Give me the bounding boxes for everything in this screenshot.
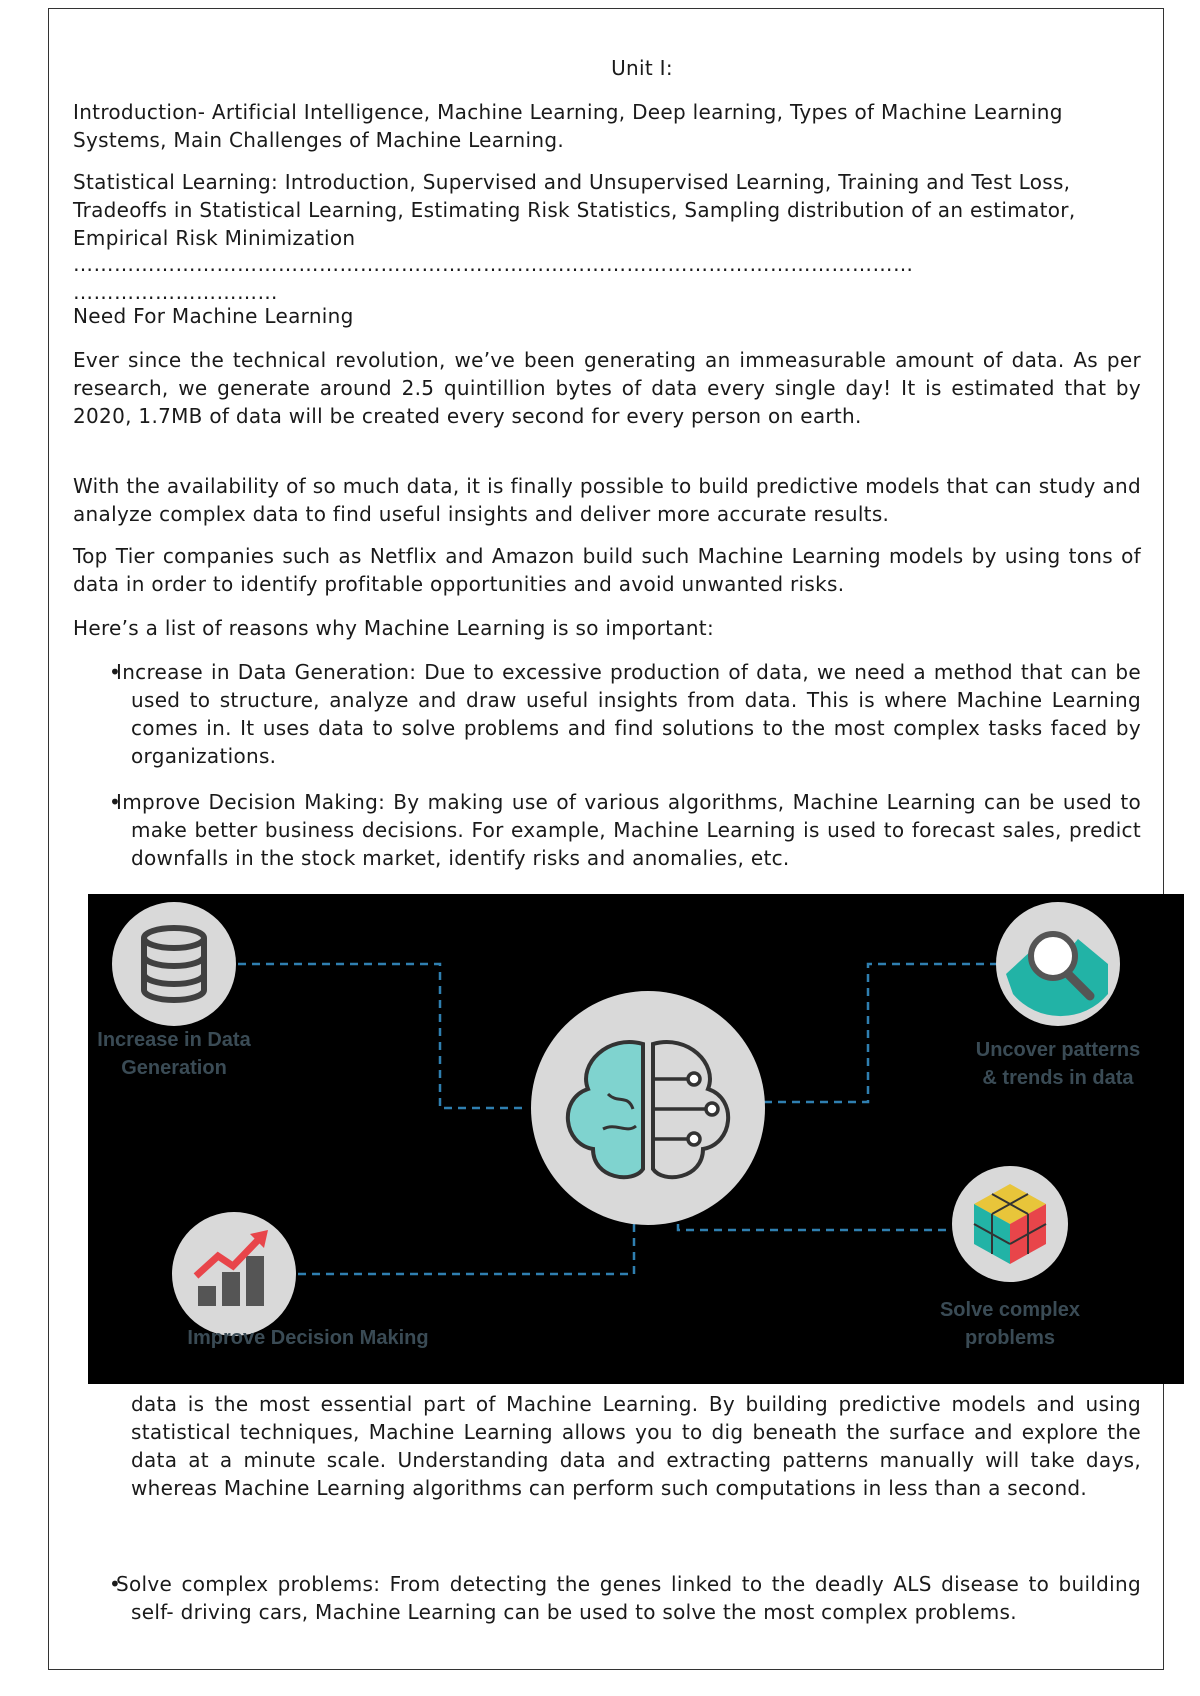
- dotted-separator: [73, 250, 1141, 306]
- paragraph-3: Top Tier companies such as Netflix and Amazon build such Machine Learning models by using tons of data in order to identify profitable opportunities and avoid unwanted risks.: [73, 544, 1141, 596]
- bullet-uncover-text: data is the most essential part of Machine Learning. By building predictive models and using statistical techniques, Machine Learning allows you to dig beneath the surface and explore the data at a minute scale. Understanding data and extracting patterns manually will take days, whereas Machine Learning algorithms can perform such computations in less than a second.: [131, 1392, 1141, 1500]
- dots-line-2: …………………………: [73, 280, 278, 304]
- section-heading: Need For Machine Learning: [73, 304, 354, 328]
- label-data-generation-1: Increase in Data: [97, 1029, 251, 1051]
- paragraph-1: Ever since the technical revolution, we’ve been generating an immeasurable amount of data. As per research, we generate around 2.5 quintillion bytes of data every single day! It is estimated that by 2020, 1.7MB of data will be created every second for every person on earth.: [73, 348, 1141, 428]
- connector-solve-problems: [678, 1224, 948, 1230]
- connector-data-generation: [238, 964, 528, 1108]
- decision-making-node: [172, 1212, 296, 1336]
- uncover-patterns-node: [996, 902, 1120, 1026]
- bullet-uncover-continuation: [73, 1390, 1141, 1502]
- database-node: [112, 902, 236, 1026]
- bullet-list-top-2: [73, 788, 1141, 872]
- paragraph-3-block: [73, 542, 1141, 598]
- section-heading-block: [73, 302, 1141, 330]
- paragraph-2-block: [73, 472, 1141, 528]
- dots-line-1: ……………………………………………………………………………………………………………: [73, 252, 914, 276]
- paragraph-4-block: [73, 614, 1141, 642]
- bullet-solve-problems: • Solve complex problems: From detecting the genes linked to the deadly ALS disease to building self- driving cars, Machine Learning can be used to solve the most complex problems.: [73, 1570, 1141, 1626]
- label-solve-1: Solve complex: [939, 1299, 1081, 1321]
- intro-paragraph: [73, 98, 1141, 154]
- intro-text: Introduction- Artificial Intelligence, Machine Learning, Deep learning, Types of Machine Learning Systems, Main Challenges of Machine Learning.: [73, 100, 1063, 152]
- diagram-svg: [88, 894, 1184, 1384]
- paragraph-4: Here’s a list of reasons why Machine Learning is so important:: [73, 616, 714, 640]
- unit-title: Unit I:: [611, 56, 673, 80]
- label-data-generation-2: Generation: [121, 1057, 227, 1079]
- ml-importance-diagram: [88, 894, 1184, 1384]
- solve-problems-node: [952, 1166, 1068, 1282]
- paragraph-1-block: [73, 346, 1141, 430]
- bullet-solve-block: [73, 1570, 1141, 1626]
- bullet-data-generation: • Increase in Data Generation: Due to excessive production of data, we need a method that can be used to structure, analyze and draw useful insights from data. This is where Machine Learning comes in. It uses data to solve problems and find solutions to the most complex tasks faced by organizations.: [73, 658, 1141, 770]
- statistical-paragraph: [73, 168, 1141, 252]
- connector-decision-making: [298, 1224, 634, 1274]
- label-solve-2: problems: [964, 1327, 1056, 1349]
- paragraph-2: With the availability of so much data, it is finally possible to build predictive models that can study and analyze complex data to find useful insights and deliver more accurate results.: [73, 474, 1141, 526]
- bullet-decision-making: • Improve Decision Making: By making use of various algorithms, Machine Learning can be used to make better business decisions. For example, Machine Learning is used to forecast sales, predict downfalls in the stock market, identify risks and anomalies, etc.: [73, 788, 1141, 872]
- label-decision-making: Improve Decision Making: [187, 1327, 429, 1349]
- bullet-list-top: [73, 658, 1141, 770]
- label-uncover-1: Uncover patterns: [975, 1039, 1141, 1061]
- statistical-text: Statistical Learning: Introduction, Supervised and Unsupervised Learning, Training and Test Loss, Tradeoffs in Statistical Learning, Estimating Risk Statistics, Sampling distribution of an estimator, Empirical Risk Minimization: [73, 170, 1076, 250]
- label-uncover-2: & trends in data: [982, 1067, 1134, 1089]
- brain-node: [531, 991, 765, 1225]
